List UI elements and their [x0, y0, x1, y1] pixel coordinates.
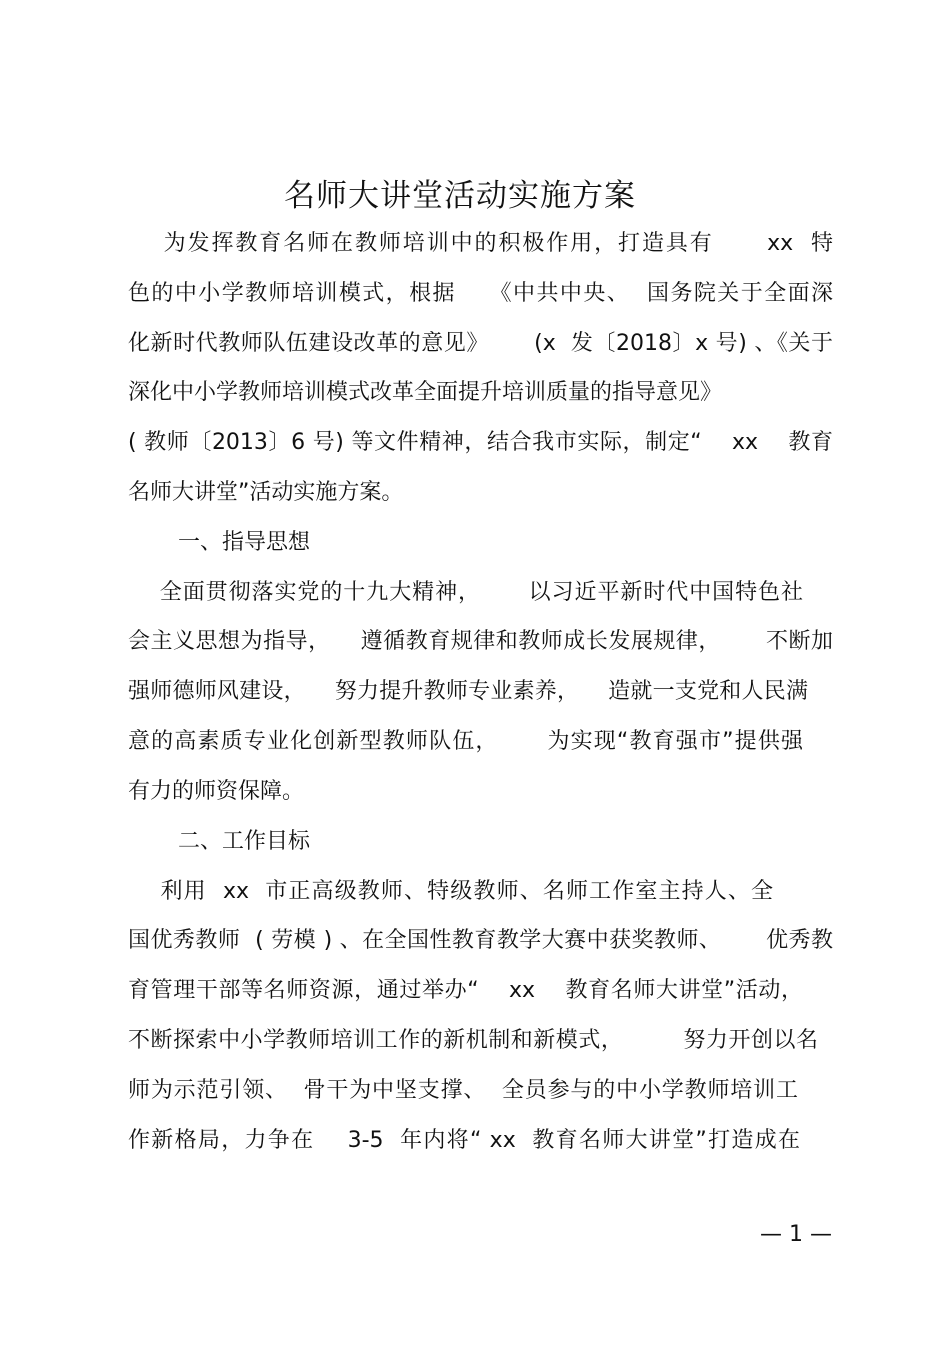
intro-line-2: 色的中小学教师培训模式，根据 《中共中央、 国务院关于全面深	[128, 281, 833, 306]
section1-line-1: 全面贯彻落实党的十九大精神， 以习近平新时代中国特色社	[128, 580, 803, 605]
intro-line-6: 名师大讲堂”活动实施方案。	[128, 480, 404, 505]
section2-line-1: 利用 xx 市正高级教师、特级教师、名师工作室主持人、全	[128, 879, 773, 904]
document-title: 名师大讲堂活动实施方案	[284, 178, 636, 214]
section1-line-5: 有力的师资保障。	[128, 779, 305, 804]
section2-line-3: 育管理干部等名师资源，通过举办“ xx 教育名师大讲堂”活动，	[128, 978, 803, 1003]
section2-line-5: 师为示范引领、 骨干为中坚支撑、 全员参与的中小学教师培训工	[128, 1078, 798, 1103]
intro-line-5: ( 教师〔2013〕6 号) 等文件精神，结合我市实际，制定“ xx 教育	[128, 430, 833, 455]
section2-line-6: 作新格局，力争在 3-5 年内将“ xx 教育名师大讲堂”打造成在	[128, 1128, 800, 1153]
intro-line-1: 为发挥教育名师在教师培训中的积极作用，打造具有 xx 特	[128, 231, 833, 256]
section1-line-4: 意的高素质专业化创新型教师队伍， 为实现“教育强市”提供强	[128, 729, 803, 754]
page-number: — 1 —	[760, 1222, 832, 1247]
section2-line-4: 不断探索中小学教师培训工作的新机制和新模式， 努力开创以名	[128, 1028, 818, 1053]
section-heading-work-goals: 二、工作目标	[178, 829, 311, 854]
section1-line-2: 会主义思想为指导， 遵循教育规律和教师成长发展规律， 不断加	[128, 629, 833, 654]
section-heading-guiding-ideology: 一、指导思想	[178, 530, 311, 555]
section2-line-2: 国优秀教师 ( 劳模 ) 、在全国性教育教学大赛中获奖教师、 优秀教	[128, 928, 833, 953]
section1-line-3: 强师德师风建设， 努力提升教师专业素养， 造就一支党和人民满	[128, 679, 808, 704]
intro-line-4: 深化中小学教师培训模式改革全面提升培训质量的指导意见》	[128, 380, 723, 405]
intro-line-3: 化新时代教师队伍建设改革的意见》 (x 发〔2018〕x 号) 、《关于	[128, 331, 833, 356]
